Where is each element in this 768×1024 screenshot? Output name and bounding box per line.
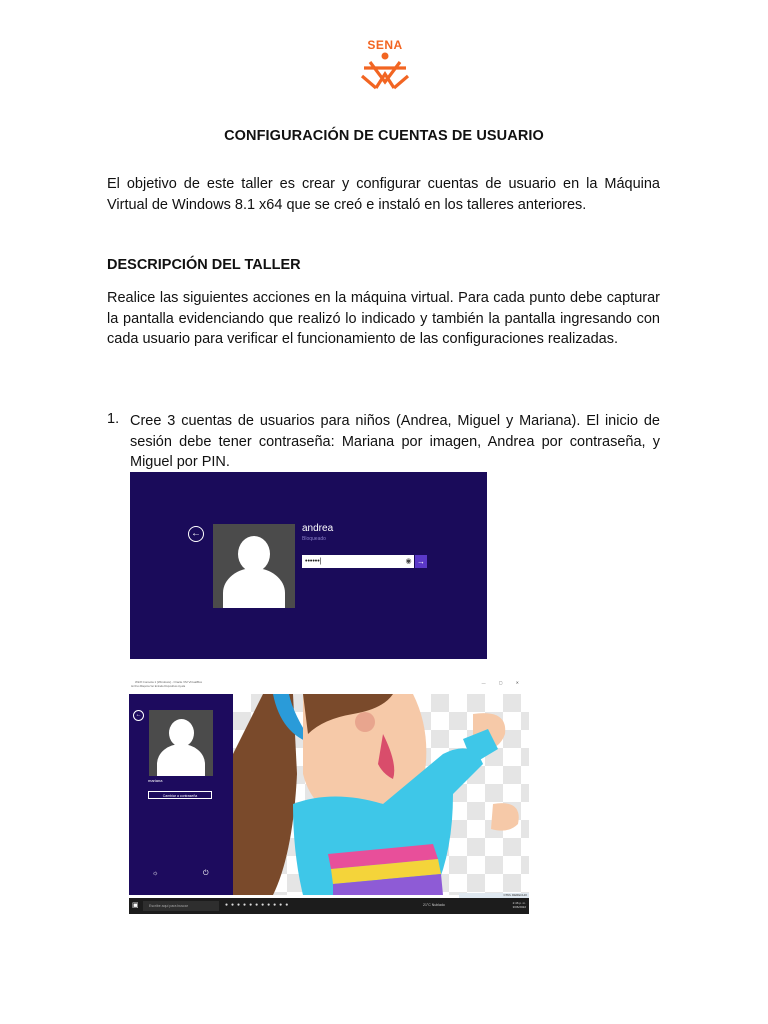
window-controls[interactable]: — ▢ ✕ xyxy=(481,680,525,685)
sena-logo xyxy=(356,38,414,92)
window-title: Win8 Consola 1 [Windows] - Oracle VM VirtualBox xyxy=(135,680,203,684)
password-field[interactable]: ••••••| xyxy=(302,555,414,568)
list-item-number: 1. xyxy=(107,411,120,427)
window-titlebar xyxy=(129,679,529,688)
taskbar-clock[interactable]: 2:46 p. m. 3/06/2022 xyxy=(512,901,526,909)
list-item-text: Cree 3 cuentas de usuarios para niños (Andrea, Miguel y Mariana). El inicio de sesión debe tener contraseña: Mariana por imagen, Andrea por contraseña, y Miguel por PIN. xyxy=(130,413,660,470)
window-menu: Archivo Máquina Ver Entrada Dispositivos Ayuda xyxy=(131,685,186,688)
picture-password-image[interactable] xyxy=(233,694,529,895)
ease-of-access-icon[interactable]: ☼ xyxy=(152,870,159,877)
user-status-label: Bloqueado xyxy=(302,536,326,542)
user-avatar-icon xyxy=(149,710,213,776)
taskbar-search-input[interactable]: Escribe aquí para buscar xyxy=(143,901,219,911)
power-icon[interactable]: ⏻ xyxy=(203,870,209,877)
login-screenshot-mariana xyxy=(129,679,529,914)
username-label: mariana xyxy=(148,778,163,783)
taskbar-app-icons[interactable]: ●●●●●●●●●●● xyxy=(225,902,292,908)
tray-text: CTRL DERECHO xyxy=(503,893,527,897)
logo-text: SENA xyxy=(367,38,403,52)
document-title: CONFIGURACIÓN DE CUENTAS DE USUARIO xyxy=(224,128,544,144)
taskbar xyxy=(129,898,529,914)
description-paragraph: Realice las siguientes acciones en la máquina virtual. Para cada punto debe capturar la pantalla evidenciando que realizó lo indicado y también la pantalla ingresando con cada usuario para verificar el funcionamiento de las configuraciones realizadas. xyxy=(107,290,660,347)
back-arrow-icon: ← xyxy=(133,710,144,721)
intro-paragraph: El objetivo de este taller es crear y configurar cuentas de usuario en la Máquina Virtual de Windows 8.1 x64 que se creó e instaló en los talleres anteriores. xyxy=(107,176,660,213)
login-screenshot-andrea xyxy=(130,472,487,659)
username-label: andrea xyxy=(302,523,334,534)
cartoon-girl-illustration xyxy=(233,694,529,895)
switch-to-password-button[interactable]: Cambiar a contraseña xyxy=(148,791,212,799)
back-arrow-icon: ← xyxy=(188,526,204,542)
section-heading: DESCRIPCIÓN DEL TALLER xyxy=(107,257,301,273)
lock-pane xyxy=(129,694,233,895)
user-avatar-icon xyxy=(213,524,295,608)
windows-start-icon[interactable]: ▣ xyxy=(132,902,139,909)
eye-icon[interactable]: ◉ xyxy=(405,558,412,565)
submit-arrow-icon[interactable]: → xyxy=(417,557,425,566)
taskbar-weather[interactable]: 21°C Nublado xyxy=(423,903,445,907)
